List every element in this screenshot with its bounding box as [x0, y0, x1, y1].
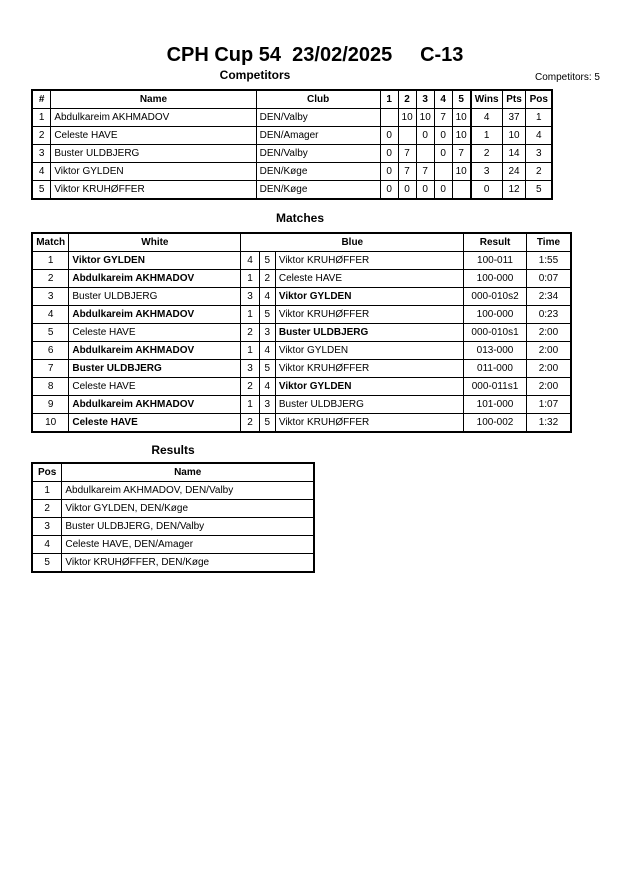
- competitor-score-vs-4: [434, 163, 452, 181]
- blue-competitor-number: 3: [259, 396, 275, 414]
- result-name: Celeste HAVE, DEN/Amager: [62, 536, 314, 554]
- match-time: 1:55: [526, 252, 571, 270]
- match-row: [32, 306, 571, 324]
- competitor-score-vs-1: 0: [380, 163, 398, 181]
- competitor-name: Celeste HAVE: [51, 127, 256, 145]
- white-competitor: Abdulkareim AKHMADOV: [69, 270, 241, 288]
- match-time: 1:07: [526, 396, 571, 414]
- match-row: [32, 324, 571, 342]
- competitor-wins: 3: [471, 163, 502, 181]
- blue-competitor-number: 5: [259, 306, 275, 324]
- competitor-position: 2: [526, 163, 552, 181]
- col-header-result-name: Name: [62, 463, 314, 482]
- competitor-wins: 0: [471, 181, 502, 200]
- match-time: 2:00: [526, 342, 571, 360]
- white-competitor-number: 1: [241, 342, 259, 360]
- event-category: C-13: [420, 44, 464, 66]
- competitor-row: [32, 181, 552, 200]
- competitor-position: 1: [526, 109, 552, 127]
- matches-title: Matches: [275, 211, 325, 225]
- match-result: 000-011s1: [464, 378, 527, 396]
- col-header-name: Name: [51, 90, 256, 109]
- white-competitor: Abdulkareim AKHMADOV: [69, 306, 241, 324]
- match-result: 000-010s2: [464, 288, 527, 306]
- blue-competitor-number: 4: [259, 288, 275, 306]
- match-row: [32, 360, 571, 378]
- competitors-header-row: [32, 90, 552, 109]
- result-row: [32, 518, 314, 536]
- competitor-club: DEN/Valby: [256, 145, 380, 163]
- event-name: CPH Cup 54: [166, 44, 282, 66]
- competitor-number: 1: [32, 109, 51, 127]
- competitor-score-vs-5: 7: [452, 145, 471, 163]
- blue-competitor-number: 4: [259, 342, 275, 360]
- competitor-score-vs-3: 7: [416, 163, 434, 181]
- white-competitor: Buster ULDBJERG: [69, 288, 241, 306]
- col-header-r2: 2: [398, 90, 416, 109]
- competitor-score-vs-2: 7: [398, 163, 416, 181]
- competitor-score-vs-5: 10: [452, 163, 471, 181]
- match-result: 100-000: [464, 306, 527, 324]
- competitor-row: [32, 163, 552, 181]
- matches-table: [31, 232, 572, 433]
- white-competitor: Buster ULDBJERG: [69, 360, 241, 378]
- white-competitor: Celeste HAVE: [69, 414, 241, 433]
- competitor-number: 5: [32, 181, 51, 200]
- result-position: 4: [32, 536, 62, 554]
- col-header-r5: 5: [452, 90, 471, 109]
- match-time: 0:07: [526, 270, 571, 288]
- match-number: 1: [32, 252, 69, 270]
- match-time: 2:00: [526, 378, 571, 396]
- match-row: [32, 252, 571, 270]
- col-header-time: Time: [526, 233, 571, 252]
- result-position: 1: [32, 482, 62, 500]
- match-row: [32, 396, 571, 414]
- col-header-club: Club: [256, 90, 380, 109]
- match-number: 4: [32, 306, 69, 324]
- competitor-points: 24: [502, 163, 526, 181]
- result-position: 3: [32, 518, 62, 536]
- match-time: 0:23: [526, 306, 571, 324]
- results-title: Results: [151, 443, 195, 457]
- col-header-r3: 3: [416, 90, 434, 109]
- white-competitor: Abdulkareim AKHMADOV: [69, 342, 241, 360]
- competitor-wins: 1: [471, 127, 502, 145]
- blue-competitor-number: 5: [259, 360, 275, 378]
- white-competitor-number: 2: [241, 414, 259, 433]
- results-table: [31, 462, 315, 573]
- competitor-points: 10: [502, 127, 526, 145]
- competitors-table: [31, 89, 553, 200]
- match-row: [32, 378, 571, 396]
- competitor-number: 4: [32, 163, 51, 181]
- competitor-score-vs-4: 0: [434, 181, 452, 200]
- match-number: 6: [32, 342, 69, 360]
- match-number: 9: [32, 396, 69, 414]
- col-header-pts: Pts: [502, 90, 526, 109]
- competitor-position: 3: [526, 145, 552, 163]
- competitor-score-vs-2: [398, 127, 416, 145]
- result-row: [32, 500, 314, 518]
- blue-competitor: Viktor KRUHØFFER: [275, 414, 463, 433]
- match-number: 10: [32, 414, 69, 433]
- competitor-wins: 4: [471, 109, 502, 127]
- white-competitor-number: 2: [241, 378, 259, 396]
- white-competitor: Abdulkareim AKHMADOV: [69, 396, 241, 414]
- competitor-score-vs-3: 10: [416, 109, 434, 127]
- match-row: [32, 288, 571, 306]
- blue-competitor: Buster ULDBJERG: [275, 324, 463, 342]
- col-header-result: Result: [464, 233, 527, 252]
- white-competitor-number: 4: [241, 252, 259, 270]
- col-header-num: #: [32, 90, 51, 109]
- page-title: [0, 44, 630, 67]
- blue-competitor: Viktor GYLDEN: [275, 288, 463, 306]
- white-competitor-number: 3: [241, 288, 259, 306]
- match-number: 5: [32, 324, 69, 342]
- competitor-club: DEN/Valby: [256, 109, 380, 127]
- col-header-result-pos: Pos: [32, 463, 62, 482]
- blue-competitor-number: 4: [259, 378, 275, 396]
- competitors-count: Competitors: 5: [534, 72, 600, 83]
- result-position: 5: [32, 554, 62, 573]
- competitor-score-vs-1: 0: [380, 181, 398, 200]
- competitor-score-vs-5: [452, 181, 471, 200]
- competitor-club: DEN/Køge: [256, 163, 380, 181]
- col-header-white: White: [69, 233, 241, 252]
- match-row: [32, 342, 571, 360]
- competitor-name: Viktor KRUHØFFER: [51, 181, 256, 200]
- white-competitor-number: 1: [241, 270, 259, 288]
- match-number: 7: [32, 360, 69, 378]
- result-name: Buster ULDBJERG, DEN/Valby: [62, 518, 314, 536]
- match-result: 013-000: [464, 342, 527, 360]
- result-row: [32, 536, 314, 554]
- match-time: 1:32: [526, 414, 571, 433]
- match-row: [32, 414, 571, 433]
- competitor-club: DEN/Køge: [256, 181, 380, 200]
- blue-competitor: Buster ULDBJERG: [275, 396, 463, 414]
- blue-competitor-number: 3: [259, 324, 275, 342]
- competitors-title: Competitors: [219, 68, 291, 82]
- white-competitor: Viktor GYLDEN: [69, 252, 241, 270]
- competitor-row: [32, 109, 552, 127]
- white-competitor-number: 2: [241, 324, 259, 342]
- match-result: 100-000: [464, 270, 527, 288]
- result-row: [32, 482, 314, 500]
- competitor-row: [32, 127, 552, 145]
- results-header-row: [32, 463, 314, 482]
- competitor-number: 3: [32, 145, 51, 163]
- white-competitor-number: 3: [241, 360, 259, 378]
- competitor-score-vs-3: 0: [416, 127, 434, 145]
- match-row: [32, 270, 571, 288]
- competitor-score-vs-3: 0: [416, 181, 434, 200]
- competitor-score-vs-5: 10: [452, 127, 471, 145]
- white-competitor-number: 1: [241, 396, 259, 414]
- match-number: 3: [32, 288, 69, 306]
- col-header-match: Match: [32, 233, 69, 252]
- competitor-position: 4: [526, 127, 552, 145]
- white-competitor: Celeste HAVE: [69, 324, 241, 342]
- competitor-score-vs-2: 7: [398, 145, 416, 163]
- match-number: 8: [32, 378, 69, 396]
- competitor-score-vs-5: 10: [452, 109, 471, 127]
- competitor-score-vs-2: 10: [398, 109, 416, 127]
- white-competitor: Celeste HAVE: [69, 378, 241, 396]
- result-name: Viktor GYLDEN, DEN/Køge: [62, 500, 314, 518]
- result-position: 2: [32, 500, 62, 518]
- competitor-score-vs-1: 0: [380, 127, 398, 145]
- blue-competitor: Viktor GYLDEN: [275, 378, 463, 396]
- result-row: [32, 554, 314, 573]
- blue-competitor-number: 2: [259, 270, 275, 288]
- white-competitor-number: 1: [241, 306, 259, 324]
- col-header-r4: 4: [434, 90, 452, 109]
- blue-competitor-number: 5: [259, 252, 275, 270]
- blue-competitor: Celeste HAVE: [275, 270, 463, 288]
- competitor-score-vs-1: 0: [380, 145, 398, 163]
- match-time: 2:34: [526, 288, 571, 306]
- competitor-wins: 2: [471, 145, 502, 163]
- competitor-position: 5: [526, 181, 552, 200]
- blue-competitor: Viktor KRUHØFFER: [275, 360, 463, 378]
- col-header-blue: Blue: [241, 233, 464, 252]
- matches-header-row: [32, 233, 571, 252]
- col-header-r1: 1: [380, 90, 398, 109]
- col-header-wins: Wins: [471, 90, 502, 109]
- competitor-club: DEN/Amager: [256, 127, 380, 145]
- match-result: 000-010s1: [464, 324, 527, 342]
- col-header-pos: Pos: [526, 90, 552, 109]
- result-name: Viktor KRUHØFFER, DEN/Køge: [62, 554, 314, 573]
- match-result: 011-000: [464, 360, 527, 378]
- competitor-points: 14: [502, 145, 526, 163]
- competitor-points: 37: [502, 109, 526, 127]
- competitor-score-vs-4: 7: [434, 109, 452, 127]
- competitor-score-vs-4: 0: [434, 127, 452, 145]
- match-result: 100-011: [464, 252, 527, 270]
- competitor-name: Abdulkareim AKHMADOV: [51, 109, 256, 127]
- competitor-score-vs-2: 0: [398, 181, 416, 200]
- match-time: 2:00: [526, 360, 571, 378]
- blue-competitor: Viktor KRUHØFFER: [275, 306, 463, 324]
- competitor-score-vs-3: [416, 145, 434, 163]
- match-result: 100-002: [464, 414, 527, 433]
- match-number: 2: [32, 270, 69, 288]
- competitor-score-vs-1: [380, 109, 398, 127]
- match-time: 2:00: [526, 324, 571, 342]
- competitor-row: [32, 145, 552, 163]
- blue-competitor: Viktor KRUHØFFER: [275, 252, 463, 270]
- competitor-number: 2: [32, 127, 51, 145]
- competitor-points: 12: [502, 181, 526, 200]
- competitor-name: Viktor GYLDEN: [51, 163, 256, 181]
- competitor-score-vs-4: 0: [434, 145, 452, 163]
- blue-competitor-number: 5: [259, 414, 275, 433]
- result-name: Abdulkareim AKHMADOV, DEN/Valby: [62, 482, 314, 500]
- match-result: 101-000: [464, 396, 527, 414]
- blue-competitor: Viktor GYLDEN: [275, 342, 463, 360]
- competitor-name: Buster ULDBJERG: [51, 145, 256, 163]
- event-date: 23/02/2025: [292, 44, 393, 66]
